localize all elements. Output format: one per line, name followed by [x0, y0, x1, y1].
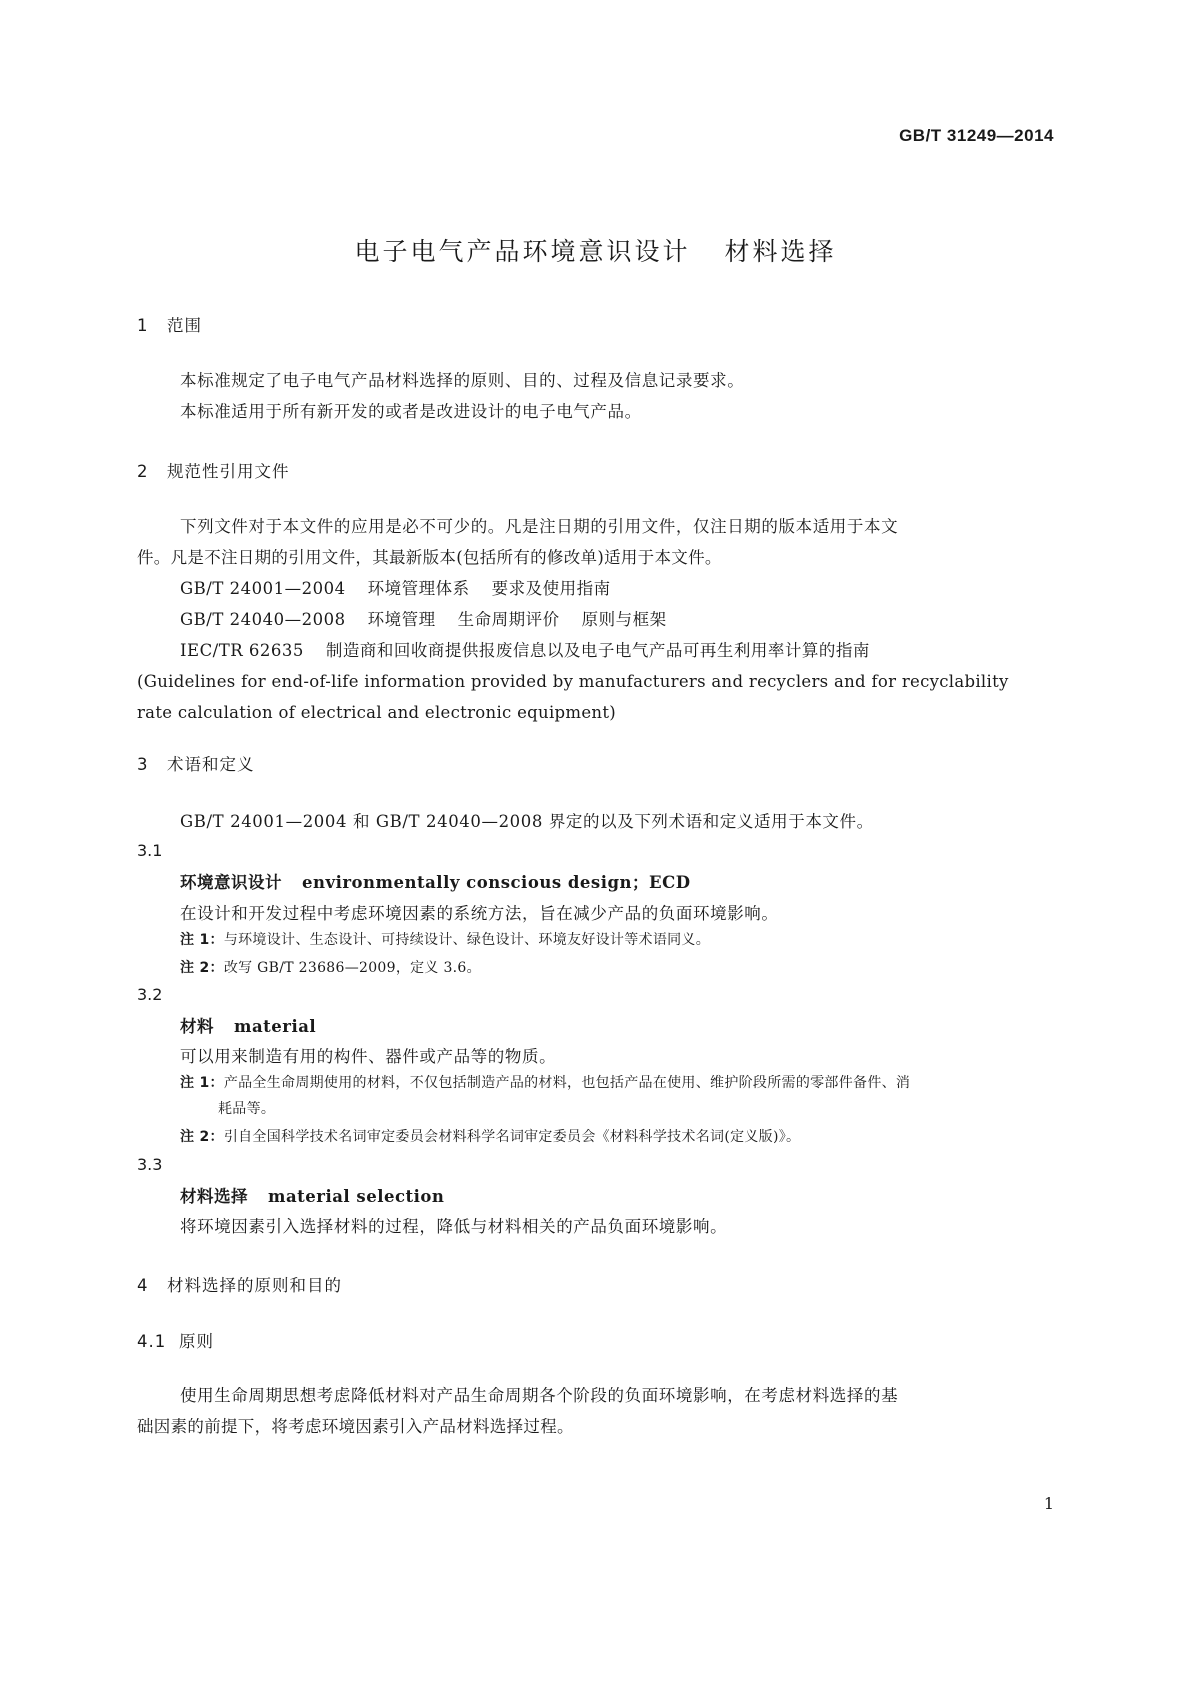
- clause-number: 3.3: [137, 1155, 163, 1174]
- standard-code: GB/T 31249—2014: [899, 126, 1054, 145]
- section-4-1-body: [137, 1380, 1054, 1442]
- section-1-heading: 1 范围: [137, 316, 202, 335]
- term-entry: 材料 material: [180, 1017, 317, 1036]
- paragraph: 本标准规定了电子电气产品材料选择的原则、目的、过程及信息记录要求。: [180, 371, 745, 390]
- page-number: 1: [1043, 1494, 1054, 1513]
- term-definition: 在设计和开发过程中考虑环境因素的系统方法，旨在减少产品的负面环境影响。: [180, 904, 779, 923]
- reference-english-line: rate calculation of electrical and electronic equipment): [137, 703, 617, 722]
- term-definition: 可以用来制造有用的构件、器件或产品等的物质。: [180, 1047, 557, 1066]
- term-note: 注 2：改写 GB/T 23686—2009，定义 3.6。: [180, 960, 481, 976]
- reference-item: GB/T 24001—2004 环境管理体系 要求及使用指南: [180, 579, 611, 598]
- term-note: 注 1：与环境设计、生态设计、可持续设计、绿色设计、环境友好设计等术语同义。: [180, 932, 711, 948]
- document-title: [0, 232, 1191, 268]
- section-3-heading: 3 术语和定义: [137, 755, 255, 774]
- reference-item: GB/T 24040—2008 环境管理 生命周期评价 原则与框架: [180, 610, 667, 629]
- section-3-intro: GB/T 24001—2004 和 GB/T 24040—2008 界定的以及下列术语和定义适用于本文件。: [180, 812, 874, 831]
- paragraph-line: 础因素的前提下，将考虑环境因素引入产品材料选择过程。: [137, 1417, 574, 1436]
- title-part1: 电子电气产品环境意识设计: [354, 237, 691, 266]
- paragraph: 本标准适用于所有新开发的或者是改进设计的电子电气产品。: [180, 402, 642, 421]
- reference-item-iec: IEC/TR 62635 制造商和回收商提供报废信息以及电子电气产品可再生利用率计算的指南: [180, 641, 870, 660]
- clause-number: 3.2: [137, 985, 163, 1004]
- term-note: 注 2：引自全国科学技术名词审定委员会材料科学名词审定委员会《材料科学技术名词(定义版)》。: [180, 1129, 801, 1145]
- paragraph-line: 使用生命周期思想考虑降低材料对产品生命周期各个阶段的负面环境影响，在考虑材料选择的基: [180, 1386, 899, 1405]
- term-entry: 环境意识设计 environmentally conscious design；ECD: [180, 873, 691, 892]
- term-entry: 材料选择 material selection: [180, 1187, 445, 1206]
- term-definition: 将环境因素引入选择材料的过程，降低与材料相关的产品负面环境影响。: [180, 1217, 728, 1236]
- section-1-body: [137, 365, 1054, 427]
- section-2-heading: 2 规范性引用文件: [137, 462, 290, 481]
- paragraph-line: 件。凡是不注日期的引用文件，其最新版本(包括所有的修改单)适用于本文件。: [137, 548, 722, 567]
- section-2-body: [137, 511, 1054, 728]
- reference-english-line: (Guidelines for end-of-life information provided by manufacturers and recyclers and for recyclability: [137, 672, 1009, 691]
- clause-number: 3.1: [137, 841, 163, 860]
- section-4-heading: 4 材料选择的原则和目的: [137, 1276, 342, 1295]
- section-4-1-heading: 4.1 原则: [137, 1332, 214, 1351]
- term-note: 注 1：产品全生命周期使用的材料，不仅包括制造产品的材料，也包括产品在使用、维护阶段所需的零部件备件、消 耗品等。: [180, 1075, 911, 1117]
- title-part2: 材料选择: [724, 237, 837, 266]
- paragraph-line: 下列文件对于本文件的应用是必不可少的。凡是注日期的引用文件，仅注日期的版本适用于本文: [180, 517, 899, 536]
